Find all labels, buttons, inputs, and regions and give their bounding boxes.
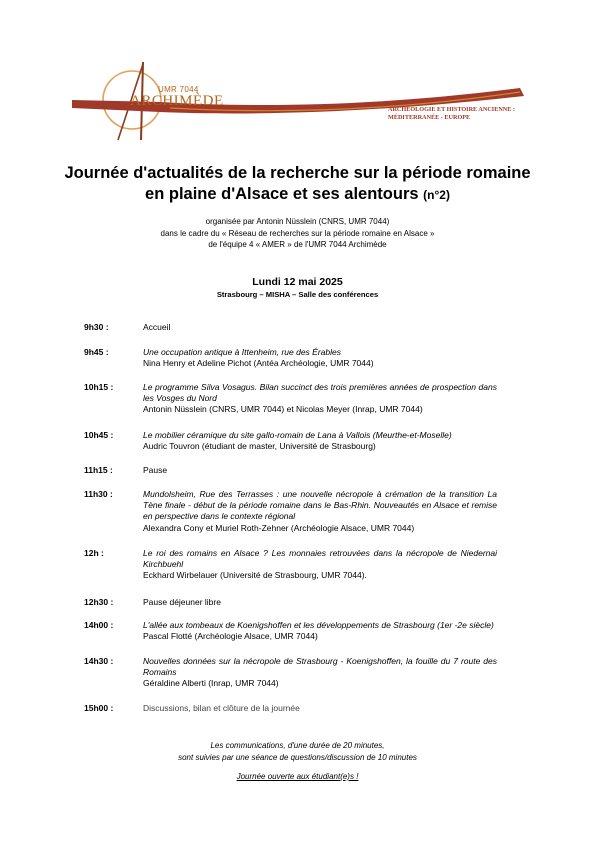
talk-title: Le roi des romains en Alsace ? Les monnaies retrouvées dans la nécropole de Niedernai Kirchbuehl <box>143 548 497 570</box>
organizer-line-3: de l'équipe 4 « AMER » de l'UMR 7044 Archimède <box>208 240 387 249</box>
archimede-logo-graphic <box>0 0 595 150</box>
event-venue: Strasbourg – MISHA – Salle des conférences <box>216 290 379 299</box>
title-line-1: Journée d'actualités de la recherche sur la période romaine <box>64 164 531 182</box>
talk-speaker: Nina Henry et Adeline Pichot (Antéa Archéologie, UMR 7044) <box>143 358 374 369</box>
logo-initial: A <box>130 93 142 109</box>
footer-line-1: Les communications, d'une durée de 20 minutes, <box>210 741 385 750</box>
slot-time: 10h15 : <box>84 382 114 392</box>
organizer-line-2: dans le cadre du « Réseau de recherches sur la période romaine en Alsace » <box>160 228 435 238</box>
title-line-2 <box>0 184 595 206</box>
talk-speaker: Eckhard Wirbelauer (Université de Strasbourg, UMR 7044). <box>143 570 367 581</box>
slot-text: Pause déjeuner libre <box>143 597 221 607</box>
slot-time: 11h30 : <box>84 489 113 499</box>
event-date: Lundi 12 mai 2025 <box>252 276 343 288</box>
header-tagline: ARCHÉOLOGIE ET HISTOIRE ANCIENNE : MÉDITERRANÉE - EUROPE <box>388 106 515 121</box>
slot-time: 12h30 : <box>84 597 114 607</box>
organizer-line-1: organisée par Antonin Nüsslein (CNRS, UMR 7044) <box>205 217 390 226</box>
talk-speaker: Alexandra Cony et Muriel Roth-Zehner (Archéologie Alsace, UMR 7044) <box>143 522 415 533</box>
talk-speaker: Audric Touvron (étudiant de master, Université de Strasbourg) <box>143 441 376 452</box>
footer-line-2: sont suivies par une séance de questions/discussion de 10 minutes <box>178 752 417 762</box>
students-welcome-note: Journée ouverte aux étudiant(e)s ! <box>236 772 359 781</box>
slot-text: Discussions, bilan et clôture de la journée <box>143 703 300 713</box>
slot-time: 15h00 : <box>84 703 114 713</box>
slot-time: 10h45 : <box>84 430 114 440</box>
slot-time: 12h : <box>84 548 104 558</box>
title-line-2-text: en plaine d'Alsace et ses alentours <box>145 185 419 203</box>
talk-speaker: Antonin Nüsslein (CNRS, UMR 7044) et Nicolas Meyer (Inrap, UMR 7044) <box>143 404 423 415</box>
header <box>0 0 595 150</box>
organizer-block <box>0 216 595 251</box>
slot-time: 14h00 : <box>84 620 114 630</box>
page-title <box>0 163 595 206</box>
talk-title: Mundolsheim, Rue des Terrasses : une nouvelle nécropole à crémation de la transition La Tène finale - début de la période romaine dans le Bas-Rhin. Nouveautés en Alsace et remise en perspective dans le contexte régional <box>143 489 497 522</box>
slot-time: 9h45 : <box>84 347 109 357</box>
talk-speaker: Pascal Flotté (Archéologie Alsace, UMR 7044) <box>143 631 318 642</box>
slot-time: 14h30 : <box>84 656 114 666</box>
umr-label: UMR 7044 <box>158 85 199 94</box>
logo-wordmark <box>130 93 224 110</box>
talk-title: Le mobilier céramique du site gallo-romain de Lana à Vallois (Meurthe-et-Moselle) <box>143 430 452 440</box>
talk-speaker: Géraldine Alberti (Inrap, UMR 7044) <box>143 678 279 689</box>
slot-text: Accueil <box>143 322 171 332</box>
footer-note <box>0 740 595 763</box>
slot-time: 9h30 : <box>84 322 109 332</box>
talk-title: L'allée aux tombeaux de Koenigshoffen et les développements de Strasbourg (1er -2e siècle) <box>143 620 494 630</box>
talk-title: Une occupation antique à Ittenheim, rue des Érables <box>143 347 341 357</box>
talk-title: Nouvelles données sur la nécropole de Strasbourg - Koenigshoffen, la fouille du 7 route des Romains <box>143 656 497 678</box>
logo-name: RCHIMÈDE <box>141 93 224 109</box>
slot-time: 11h15 : <box>84 465 113 475</box>
title-number: (n°2) <box>423 188 450 202</box>
slot-text: Pause <box>143 465 168 475</box>
talk-title: Le programme Silva Vosagus. Bilan succinct des trois premières années de prospection dans les Vosges du Nord <box>143 382 497 404</box>
